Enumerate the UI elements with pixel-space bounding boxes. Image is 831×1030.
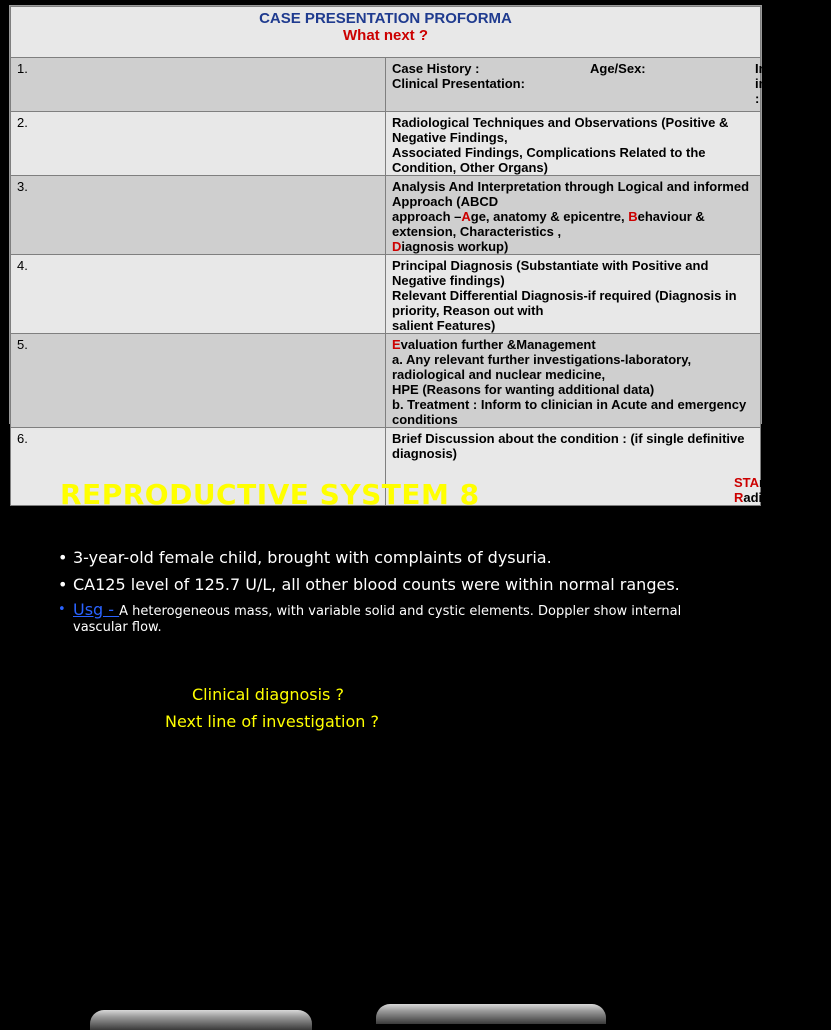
- row-text: Radiological Techniques and Observations (Positive & Negative Findings,: [392, 115, 729, 145]
- sign-r: R: [734, 490, 744, 505]
- case-history-label: Case History :: [392, 61, 480, 76]
- row-number: 1.: [11, 58, 386, 112]
- letter-b: B: [628, 209, 638, 224]
- row-text: Associated Findings, Complications Related to the Condition, Other Organs): [392, 145, 706, 175]
- slide-title: REPRODUCTIVE SYSTEM 8: [60, 478, 480, 511]
- bullet-icon: •: [58, 575, 68, 594]
- row-number: 5.: [11, 334, 386, 428]
- ultrasound-image-left: [90, 1010, 312, 1030]
- row-text: [392, 337, 754, 352]
- text-part: ge, anatomy & epicentre,: [470, 209, 629, 224]
- row-content: [386, 334, 761, 428]
- row-content: [386, 58, 805, 112]
- row-text: HPE (Reasons for wanting additional data): [392, 382, 655, 397]
- row-text: Relevant Differential Diagnosis-if required (Diagnosis in priority, Reason out with: [392, 288, 737, 318]
- text-part: valuation further &Management: [400, 337, 596, 352]
- age-sex-label: Age/Sex:: [590, 61, 646, 76]
- row-number: 4.: [11, 255, 386, 334]
- text-part: iagnosis workup): [401, 239, 509, 254]
- row-content: [386, 176, 761, 255]
- proforma-subtitle: What next ?: [343, 27, 428, 44]
- proforma-table: [10, 6, 831, 506]
- row-number: 6.: [11, 428, 386, 506]
- sign-post: adiodiagnosis: [743, 490, 831, 505]
- row-content: [386, 112, 761, 176]
- proforma-row-2: [11, 112, 761, 176]
- bullet-text: CA125 level of 125.7 U/L, all other blood counts were within normal ranges.: [73, 575, 680, 594]
- row-number: 3.: [11, 176, 386, 255]
- row-text: Principal Diagnosis (Substantiate with Positive and Negative findings): [392, 258, 709, 288]
- row-text: Brief Discussion about the condition : (if single definitive diagnosis): [392, 431, 745, 461]
- sign-sta: STA: [734, 475, 760, 490]
- usg-link[interactable]: Usg -: [73, 600, 120, 619]
- bullet-list: [58, 548, 738, 644]
- row-text: [392, 209, 754, 239]
- sign-mid: nley: [759, 475, 786, 490]
- row-text: b. Treatment : Inform to clinician in Acute and emergency conditions: [392, 397, 747, 427]
- clinical-presentation-label: Clinical Presentation:: [392, 76, 525, 91]
- row-text: Analysis And Interpretation through Logical and informed Approach (ABCD: [392, 179, 750, 209]
- proforma-header: [11, 7, 761, 58]
- text-part: approach –: [392, 209, 462, 224]
- bullet-text: 3-year-old female child, brought with complaints of dysuria.: [73, 548, 552, 567]
- usg-text: A heterogeneous mass, with variable solid and cystic elements. Doppler show internal vascular flow.: [73, 604, 682, 635]
- proforma-row-1: [11, 58, 761, 112]
- question-next-investigation: Next line of investigation ?: [165, 712, 379, 731]
- bullet-item-usg: [58, 602, 738, 636]
- row-text: a. Any relevant further investigations-laboratory, radiological and nuclear medicine,: [392, 352, 692, 382]
- letter-e: E: [392, 337, 401, 352]
- row-content: [386, 255, 761, 334]
- proforma-row-3: [11, 176, 761, 255]
- bullet-icon: •: [58, 602, 66, 617]
- ultrasound-image-right: [376, 1004, 606, 1024]
- bullet-item: [58, 548, 738, 567]
- bullet-icon: •: [58, 548, 68, 567]
- question-clinical-diagnosis: Clinical diagnosis ?: [192, 685, 344, 704]
- proforma-title: CASE PRESENTATION PROFORMA: [259, 10, 512, 27]
- letter-a: A: [461, 209, 471, 224]
- text-part: ehaviour & extension, Characteristics ,: [392, 209, 705, 239]
- proforma-row-4: [11, 255, 761, 334]
- row-number: 2.: [11, 112, 386, 176]
- row-text: [392, 239, 754, 254]
- letter-d: D: [392, 239, 402, 254]
- proforma-row-5: [11, 334, 761, 428]
- row-text: salient Features): [392, 318, 496, 333]
- bullet-item: [58, 575, 738, 594]
- interval-imaging-label: Interval imaging :: [755, 61, 805, 106]
